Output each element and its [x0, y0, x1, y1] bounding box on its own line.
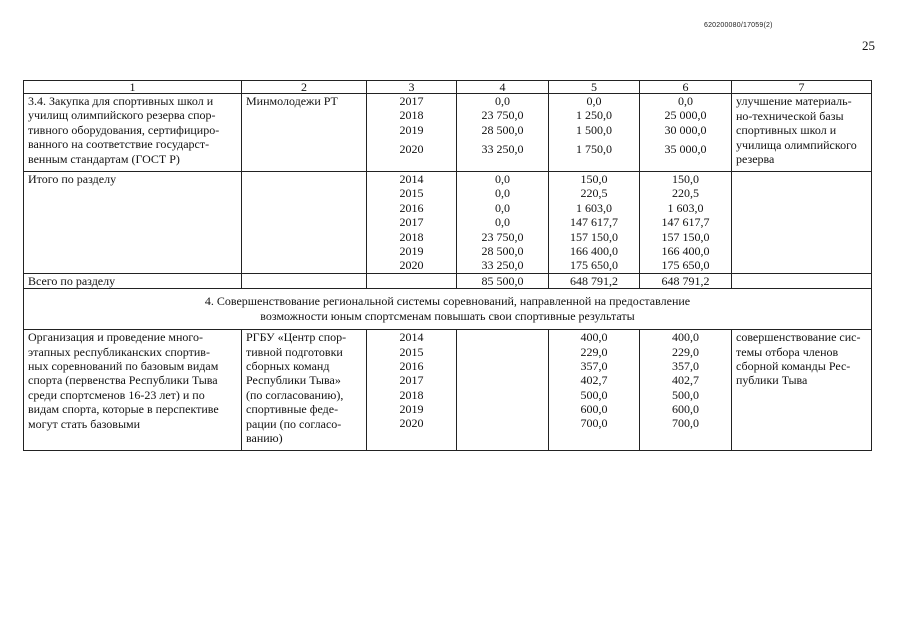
col6-cell [640, 330, 732, 451]
year: 2014 [399, 172, 424, 186]
year: 2019 [399, 243, 424, 258]
year: 2019 [399, 122, 424, 137]
col5-cell [549, 330, 640, 451]
table-row [24, 94, 872, 172]
value: 1 603,0 [576, 200, 612, 215]
value: 229,0 [672, 344, 699, 359]
value: 1 603,0 [667, 200, 704, 215]
value: 175 650,0 [570, 258, 618, 273]
year: 2020 [399, 416, 424, 431]
value: 150,0 [580, 172, 608, 186]
value: 157 150,0 [661, 229, 710, 244]
value: 147 617,7 [570, 215, 618, 230]
year: 2018 [399, 229, 424, 244]
vsego-col4: 85 500,0 [457, 273, 549, 288]
value: 500,0 [672, 387, 699, 402]
table-row-itogo [24, 172, 872, 274]
value: 166 400,0 [570, 243, 618, 258]
header-cell: 7 [732, 81, 872, 94]
value: 25 000,0 [664, 108, 707, 123]
value: 33 250,0 [481, 142, 524, 157]
expected-result: улучшение материаль- но-технической базы спортивных школ и училища олимпийского резерва [732, 94, 872, 172]
empty-cell [242, 172, 367, 274]
value: 400,0 [580, 330, 608, 345]
value: 0,0 [495, 186, 510, 201]
page-number: 25 [862, 38, 875, 53]
year: 2015 [399, 344, 424, 359]
value: 357,0 [580, 358, 608, 373]
value: 1 250,0 [576, 108, 612, 123]
empty-cell [732, 172, 872, 274]
value: 0,0 [495, 94, 510, 108]
years-cell [367, 172, 457, 274]
document-code: 620200080/17059(2) [704, 22, 773, 29]
year: 2020 [399, 258, 424, 273]
empty-cell [242, 273, 367, 288]
table-row-vsego [24, 273, 872, 288]
value: 0,0 [495, 172, 510, 186]
col4-cell [457, 94, 549, 172]
value: 402,7 [580, 373, 608, 388]
col5-cell [549, 172, 640, 274]
executor: РГБУ «Центр спор- тивной подготовки сборных команд Республики Тыва» (по согласованию), спортивные феде- рации (по согласо- ванию) [242, 330, 367, 451]
years-cell [367, 330, 457, 451]
value: 229,0 [580, 344, 608, 359]
year: 2016 [399, 358, 424, 373]
year: 2018 [399, 108, 424, 123]
value: 700,0 [580, 416, 608, 431]
year: 2019 [399, 402, 424, 417]
value: 600,0 [672, 402, 699, 417]
section-4-title: 4. Совершенствование региональной системы соревнований, направленной на предоставление возможности юным спортсменам повышать свои спортивные результаты [24, 289, 872, 330]
value: 28 500,0 [481, 122, 524, 137]
value: 220,5 [672, 186, 699, 201]
value: 30 000,0 [664, 122, 707, 137]
value: 166 400,0 [661, 243, 710, 258]
years-cell [367, 94, 457, 172]
header-row [24, 81, 872, 94]
vsego-col6: 648 791,2 [640, 273, 732, 288]
year: 2017 [399, 215, 424, 230]
empty-cell [732, 273, 872, 288]
header-cell: 6 [640, 81, 732, 94]
measure-name: 3.4. Закупка для спортивных школ и училищ олимпийского резерва спор- тивного оборудования, сертифициро- ванного на соответствие государст- венным стандартам (ГОСТ Р) [24, 94, 242, 172]
value: 23 750,0 [481, 108, 524, 123]
year: 2020 [399, 142, 424, 157]
program-table [23, 80, 872, 451]
col4-cell [457, 172, 549, 274]
section-heading-row [24, 289, 872, 330]
value: 157 150,0 [570, 229, 618, 244]
table-row [24, 330, 872, 451]
value: 147 617,7 [661, 215, 710, 230]
empty-cell [457, 330, 549, 451]
value: 500,0 [580, 387, 608, 402]
value: 175 650,0 [661, 258, 710, 273]
value: 700,0 [672, 416, 699, 431]
year: 2017 [399, 373, 424, 388]
col6-cell [640, 172, 732, 274]
year: 2016 [399, 200, 424, 215]
col6-cell [640, 94, 732, 172]
expected-result: совершенствование сис- темы отбора членов сборной команды Рес- публики Тыва [732, 330, 872, 451]
vsego-label: Всего по разделу [24, 273, 242, 288]
header-cell: 1 [24, 81, 242, 94]
header-cell: 2 [242, 81, 367, 94]
header-cell: 3 [367, 81, 457, 94]
value: 220,5 [580, 186, 608, 201]
measure-name: Организация и проведение много- этапных республиканских спортив- ных соревнований по базовым видам спорта (первенства Республики Тыва среди спортсменов 16-23 лет) и по видам спорта, которые в перспективе могут стать базовыми [24, 330, 242, 451]
value: 23 750,0 [481, 229, 524, 244]
value: 400,0 [672, 330, 699, 345]
value: 35 000,0 [664, 142, 707, 157]
value: 33 250,0 [481, 258, 524, 273]
vsego-col5: 648 791,2 [549, 273, 640, 288]
year: 2014 [399, 330, 424, 345]
value: 0,0 [495, 215, 510, 230]
value: 357,0 [672, 358, 699, 373]
header-cell: 5 [549, 81, 640, 94]
value: 28 500,0 [481, 243, 524, 258]
value: 150,0 [672, 172, 699, 186]
value: 0,0 [586, 94, 602, 108]
empty-cell [367, 273, 457, 288]
value: 1 750,0 [576, 142, 612, 157]
value: 0,0 [678, 94, 693, 108]
header-cell: 4 [457, 81, 549, 94]
executor: Минмолодежи РТ [242, 94, 367, 172]
value: 600,0 [580, 402, 608, 417]
value: 1 500,0 [576, 122, 612, 137]
itogo-label: Итого по разделу [24, 172, 242, 274]
year: 2015 [399, 186, 424, 201]
year: 2018 [399, 387, 424, 402]
value: 0,0 [495, 200, 510, 215]
year: 2017 [399, 94, 424, 108]
value: 402,7 [672, 373, 699, 388]
col5-cell [549, 94, 640, 172]
